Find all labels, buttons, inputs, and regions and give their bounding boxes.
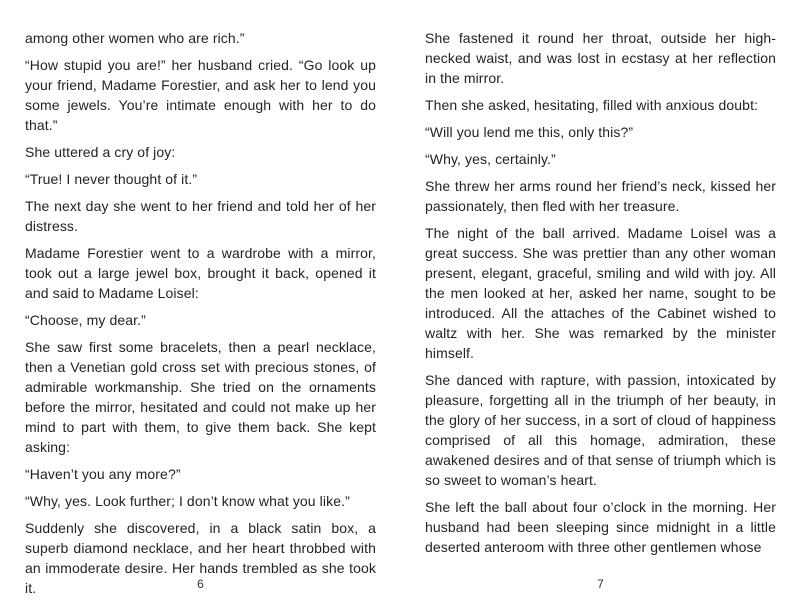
paragraph: Suddenly she discovered, in a black satin box, a superb diamond necklace, and her heart throbbed with an immoderate desire. Her hands trembled as she took it. (25, 520, 376, 596)
paragraph: among other women who are rich.” (25, 30, 245, 46)
paragraph: “True! I never thought of it.” (25, 171, 198, 187)
paragraph: “Haven’t you any more?” (25, 466, 181, 482)
page-right (425, 28, 776, 564)
paragraph: She left the ball about four o’clock in the morning. Her husband had been sleeping since midnight in a little deserted anteroom with three other gentlemen whose (425, 499, 776, 555)
page-number-left: 6 (197, 577, 204, 591)
paragraph: “How stupid you are!” her husband cried. “Go look up your friend, Madame Forestier, and ask her to lend you some jewels. You’re intimate enough with her to do that.” (25, 57, 376, 133)
paragraph: “Will you lend me this, only this?” (425, 124, 634, 140)
page-left (25, 28, 376, 605)
paragraph: She saw first some bracelets, then a pearl necklace, then a Venetian gold cross set with precious stones, of admirable workmanship. She tried on the ornaments before the mirror, hesitated and could not make up her mind to part with them, to give them back. She kept asking: (25, 339, 376, 455)
paragraph: Madame Forestier went to a wardrobe with a mirror, took out a large jewel box, brought it back, opened it and said to Madame Loisel: (25, 245, 376, 301)
paragraph: She uttered a cry of joy: (25, 144, 176, 160)
paragraph: Then she asked, hesitating, filled with anxious doubt: (425, 97, 759, 113)
paragraph: The night of the ball arrived. Madame Loisel was a great success. She was prettier than any other woman present, elegant, graceful, smiling and wild with joy. All the men looked at her, asked her name, sought to be introduced. All the attaches of the Cabinet wished to waltz with her. She was remarked by the minister himself. (425, 225, 776, 361)
paragraph: She threw her arms round her friend’s neck, kissed her passionately, then fled with her treasure. (425, 178, 776, 214)
paragraph: The next day she went to her friend and told her of her distress. (25, 198, 376, 234)
paragraph: “Why, yes, certainly.” (425, 151, 556, 167)
paragraph: She danced with rapture, with passion, intoxicated by pleasure, forgetting all in the triumph of her beauty, in the glory of her success, in a sort of cloud of happiness comprised of all this homage, admiration, these awakened desires and of that sense of triumph which is so sweet to woman’s heart. (425, 372, 776, 488)
paragraph: “Choose, my dear.” (25, 312, 146, 328)
paragraph: She fastened it round her throat, outside her high-necked waist, and was lost in ecstasy at her reflection in the mirror. (425, 30, 776, 86)
page-number-right: 7 (597, 577, 604, 591)
paragraph: “Why, yes. Look further; I don’t know what you like.” (25, 493, 350, 509)
